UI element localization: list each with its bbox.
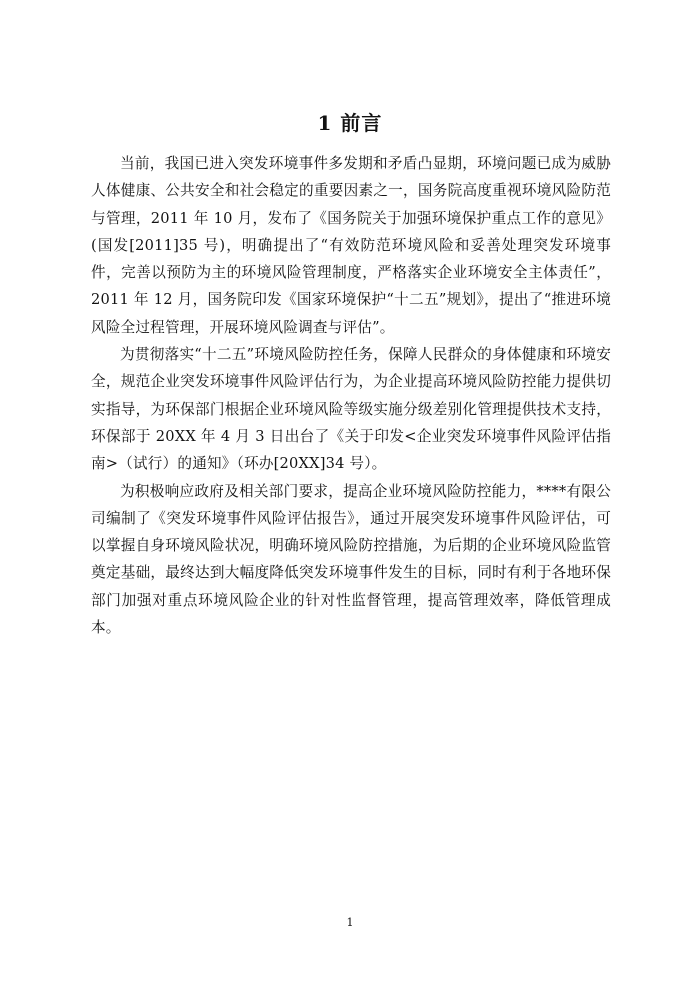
paragraph-2: 为贯彻落实“十二五”环境风险防控任务，保障人民群众的身体健康和环境安全，规范企业突发环境事件风险评估行为，为企业提高环境风险防控能力提供切实指导，为环保部门根据企业环境风险等级实施分级差别化管理提供技术支持，环保部于 20XX 年 4 月 3 日出台了《关于印发<企业突发环境事件风险评估指南>（试行）的通知》（环办[20XX]34 号）。 bbox=[91, 346, 611, 473]
paragraph-1: 当前，我国已进入突发环境事件多发期和矛盾凸显期，环境问题已成为威胁人体健康、公共安全和社会稳定的重要因素之一，国务院高度重视环境风险防范与管理，2011 年 10 月，发布了《国务院关于加强环境保护重点工作的意见》(国发[2011]35 号)，明确提出了“有效防范环境风险和妥善处理突发环境事件，完善以预防为主的环境风险管理制度，严格落实企业环境安全主体责任”，2011 年 12 月，国务院印发《国家环境保护“十二五”规划》，提出了“推进环境风险全过程管理，开展环境风险调查与评估”。 bbox=[91, 155, 611, 336]
page-title: 1 前言 bbox=[317, 111, 383, 135]
body-text bbox=[91, 150, 611, 641]
page-number: 1 bbox=[346, 916, 354, 929]
paragraph-3: 为积极响应政府及相关部门要求，提高企业环境风险防控能力，****有限公司编制了《突发环境事件风险评估报告》，通过开展突发环境事件风险评估，可以掌握自身环境风险状况，明确环境风险防控措施，为后期的企业环境风险监管奠定基础，最终达到大幅度降低突发环境事件发生的目标，同时有利于各地环保部门加强对重点环境风险企业的针对性监督管理，提高管理效率，降低管理成本。 bbox=[91, 482, 611, 637]
